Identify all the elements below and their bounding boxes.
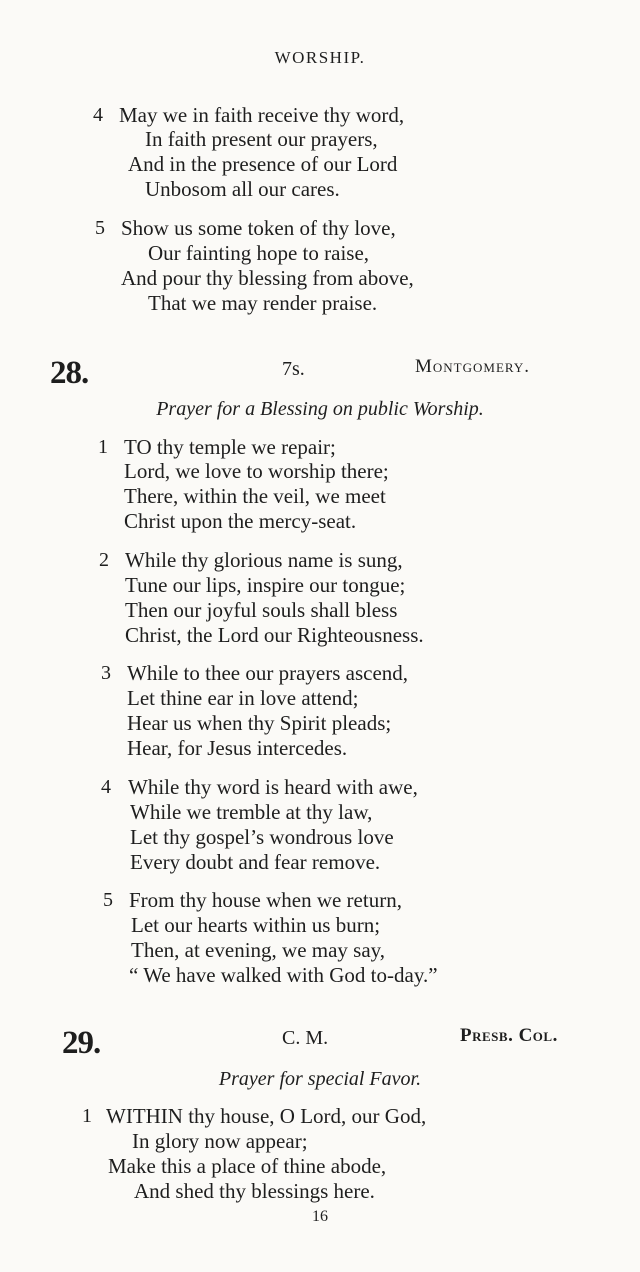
hymn-meter: C. M. (282, 1027, 329, 1049)
verse-line: While thy glorious name is sung, (125, 548, 403, 572)
verse-line: WITHIN thy house, O Lord, our God, (106, 1104, 427, 1128)
verse-line: That we may render praise. (148, 291, 378, 315)
verse-line: Let thine ear in love attend; (127, 686, 359, 710)
verse-line: While thy word is heard with awe, (128, 775, 418, 799)
hymn-subtitle: Prayer for special Favor. (218, 1068, 422, 1090)
tune-name: Montgomery. (415, 356, 530, 377)
stanza-number: 2 (99, 549, 109, 571)
verse-line: Let our hearts within us burn; (131, 913, 381, 937)
verse-line: TO thy temple we repair; (124, 435, 336, 459)
verse-line: “ We have walked with God to-day.” (129, 963, 438, 987)
stanza-number: 5 (95, 217, 105, 239)
stanza-number: 4 (101, 776, 111, 798)
stanza-number: 1 (82, 1105, 92, 1127)
verse-line: Hear us when thy Spirit pleads; (127, 711, 392, 735)
verse-line: Then our joyful souls shall bless (125, 598, 398, 622)
verse-line: Every doubt and fear remove. (130, 850, 381, 874)
verse-line: And in the presence of our Lord (128, 152, 398, 176)
verse-line: Make this a place of thine abode, (108, 1154, 387, 1178)
verse-line: May we in faith receive thy word, (119, 103, 405, 127)
verse-line: Let thy gospel’s wondrous love (130, 825, 394, 849)
verse-line: Our fainting hope to raise, (148, 241, 370, 265)
stanza-number: 3 (101, 662, 111, 684)
verse-line: While we tremble at thy law, (130, 800, 373, 824)
tune-name: Presb. Col. (460, 1025, 558, 1046)
stanza-number: 5 (103, 889, 113, 911)
stanza-number: 1 (98, 436, 108, 458)
verse-line: Tune our lips, inspire our tongue; (125, 573, 406, 597)
verse-line: In faith present our prayers, (145, 127, 378, 151)
verse-line: In glory now appear; (132, 1129, 308, 1153)
verse-line: Hear, for Jesus intercedes. (127, 736, 348, 760)
page-number: 16 (312, 1208, 328, 1225)
verse-line: Unbosom all our cares. (145, 177, 340, 201)
verse-line: And shed thy blessings here. (134, 1179, 375, 1203)
verse-line: Then, at evening, we may say, (131, 938, 386, 962)
hymn-number: 28. (50, 355, 89, 391)
verse-line: While to thee our prayers ascend, (127, 661, 409, 685)
verse-line: Christ, the Lord our Righteousness. (125, 623, 424, 647)
verse-line: From thy house when we return, (129, 888, 402, 912)
verse-line: And pour thy blessing from above, (121, 266, 414, 290)
hymn-subtitle: Prayer for a Blessing on public Worship. (156, 398, 484, 420)
stanza-number: 4 (93, 104, 103, 126)
hymn-meter: 7s. (282, 358, 305, 380)
verse-line: Lord, we love to worship there; (124, 459, 389, 483)
verse-line: Show us some token of thy love, (121, 216, 396, 240)
verse-line: Christ upon the mercy-seat. (124, 509, 357, 533)
hymn-number: 29. (62, 1025, 101, 1061)
running-head: WORSHIP. (274, 48, 366, 67)
verse-line: There, within the veil, we meet (124, 484, 386, 508)
